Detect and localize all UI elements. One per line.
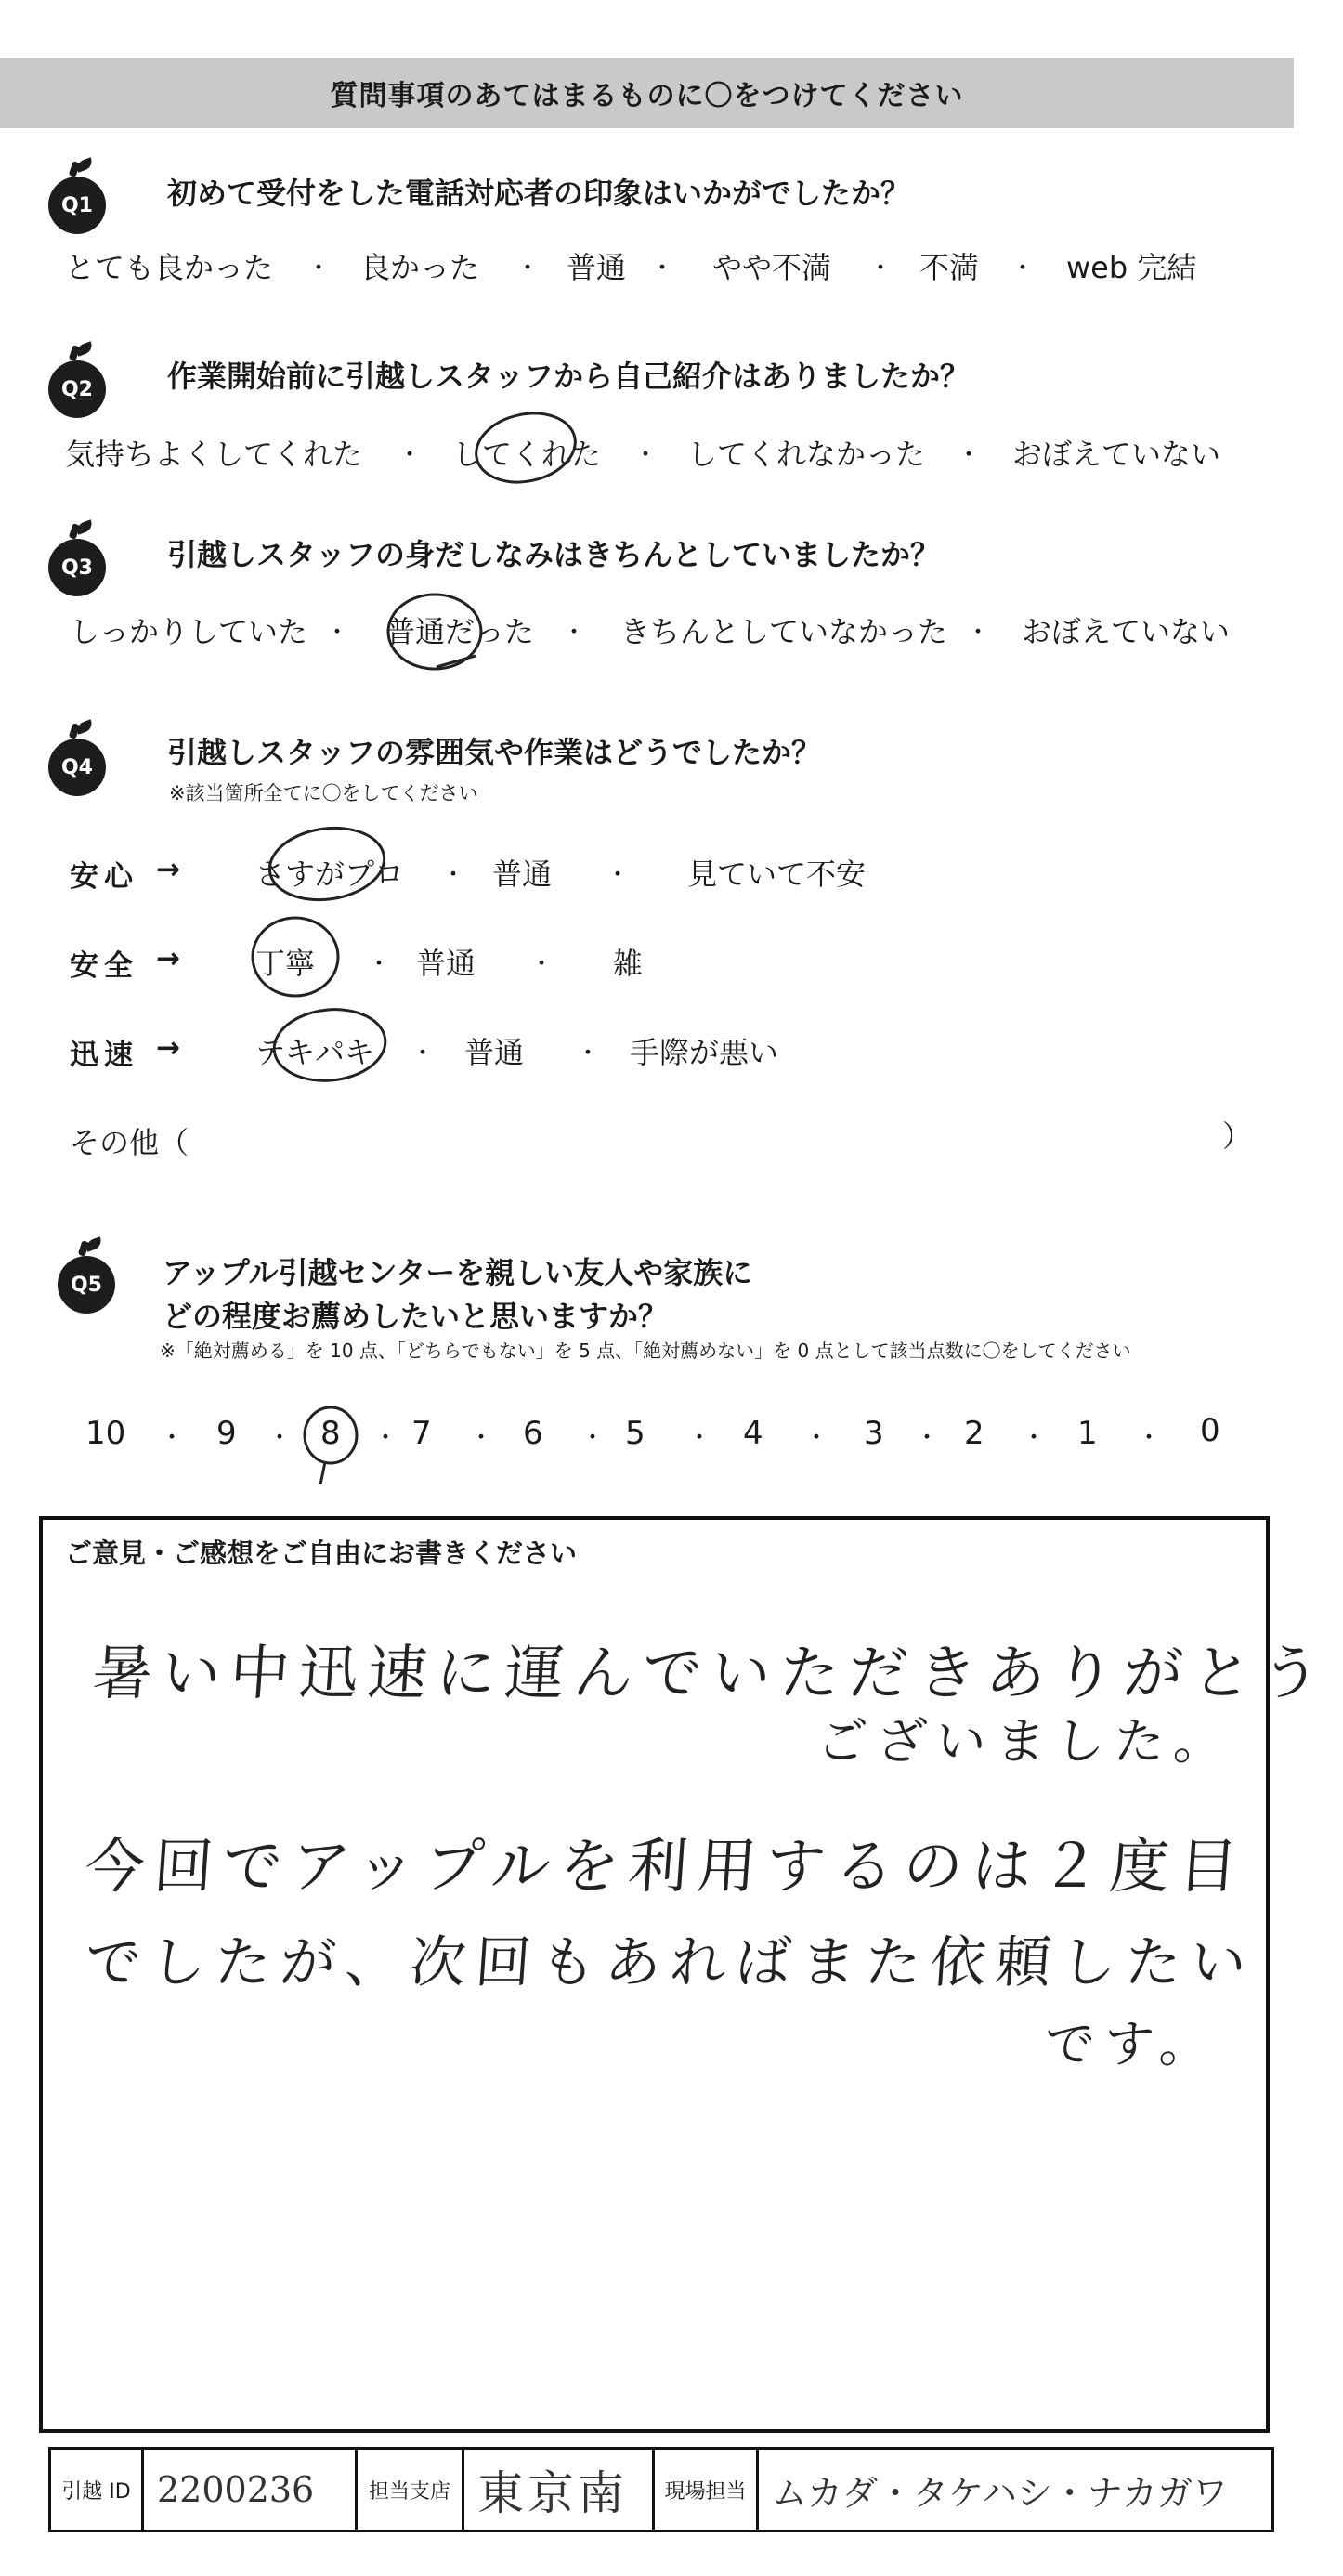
q4-question: 引越しスタッフの雰囲気や作業はどうでしたか？ [167,735,822,770]
separator: ・ [633,441,658,469]
comment-line-4: でしたが、次回もあればまた依頼したい [83,1930,1258,1995]
branch-value: 東京南 [477,2466,628,2520]
q4-jinsoku-option-1[interactable]: テキパキ [255,1035,375,1070]
separator: ・ [441,861,466,889]
separator: ・ [306,255,332,282]
separator: ・ [915,1424,940,1452]
header-band [0,58,1294,128]
comment-line-5: です。 [1042,2015,1221,2073]
q5-score-0[interactable]: 0 [1200,1412,1220,1449]
q2-badge: Q2 [48,360,106,418]
separator: ・ [562,619,587,647]
comment-line-2: ございました。 [815,1712,1235,1771]
q5-question-line2: どの程度お薦めしたいと思いますか？ [163,1299,669,1334]
separator: ・ [267,1424,293,1452]
branch-label: 担当支店 [358,2450,464,2530]
separator: ・ [1022,1424,1047,1452]
q1-option-4[interactable]: やや不満 [712,250,832,285]
separator: ・ [650,255,675,282]
q4-badge: Q4 [48,739,106,796]
separator: ・ [367,950,392,978]
q2-option-2[interactable]: してくれた [452,437,602,472]
id-label: 引越 ID [51,2450,144,2530]
id-value-cell[interactable] [144,2450,358,2530]
q5-score-1[interactable]: 1 [1077,1415,1098,1452]
q5-score-6[interactable]: 6 [523,1415,543,1452]
staff-label: 現場担当 [655,2450,759,2530]
q3-option-1[interactable]: しっかりしていた [70,614,308,649]
q5-score-8[interactable]: 8 [320,1415,341,1452]
q4-row-label-anshin: 安心 [70,860,138,894]
q4-anzen-option-1[interactable]: 丁寧 [255,946,316,981]
separator: ・ [576,1040,601,1067]
q2-option-3[interactable]: してくれなかった [687,437,926,472]
q5-score-7[interactable]: 7 [411,1415,432,1452]
q2-option-4[interactable]: おぼえていない [1012,437,1221,472]
arrow-icon: → [156,1031,186,1065]
q4-row-label-jinsoku: 迅速 [70,1039,138,1072]
footer-table [48,2447,1274,2532]
q5-score-10[interactable]: 10 [85,1415,126,1452]
q4-anshin-option-1[interactable]: さすがプロ [255,856,405,892]
q2-question: 作業開始前に引越しスタッフから自己紹介はありましたか？ [167,359,971,394]
q1-badge: Q1 [48,177,106,234]
q5-score-3[interactable]: 3 [864,1415,884,1452]
q4-note: ※該当箇所全てに〇をしてください [169,782,478,804]
q3-selection-tail [437,656,476,667]
comment-line-3: 今回でアップルを利用するのは２度目 [82,1833,1250,1902]
q5-note: ※「絶対薦める」を 10 点、「どちらでもない」を 5 点、「絶対薦めない」を 0 点として該当点数に〇をしてください [160,1340,1131,1362]
q1-option-5[interactable]: 不満 [919,250,980,285]
separator: ・ [804,1424,829,1452]
q5-selection-tail [320,1462,325,1484]
q3-option-3[interactable]: きちんとしていなかった [620,614,948,649]
q2-option-1[interactable]: 気持ちよくしてくれた [65,437,363,472]
q4-anzen-option-3[interactable]: 雑 [613,946,644,981]
q4-other-label: その他（ [70,1125,189,1160]
q3-option-2[interactable]: 普通だった [385,614,535,649]
q4-jinsoku-option-2[interactable]: 普通 [464,1035,525,1070]
q4-jinsoku-option-3[interactable]: 手際が悪い [630,1035,779,1070]
separator: ・ [515,255,541,282]
separator: ・ [373,1424,398,1452]
separator: ・ [580,1424,606,1452]
q1-option-2[interactable]: 良かった [360,250,480,285]
q5-score-5[interactable]: 5 [625,1415,645,1452]
separator: ・ [411,1040,436,1067]
q3-option-4[interactable]: おぼえていない [1022,614,1231,649]
separator: ・ [469,1424,494,1452]
q5-badge: Q5 [58,1256,115,1314]
separator: ・ [1011,255,1036,282]
staff-value-cell[interactable] [759,2450,1271,2530]
staff-value: ムカダ・タケハシ・ナカガワ [772,2472,1228,2514]
separator: ・ [957,441,982,469]
header-title: 質問事項のあてはまるものに〇をつけてください [330,80,964,112]
q4-anzen-option-2[interactable]: 普通 [416,946,476,981]
separator: ・ [868,255,893,282]
q1-option-6[interactable]: web 完結 [1066,250,1197,285]
q5-score-2[interactable]: 2 [964,1415,984,1452]
comment-line-1: 暑い中迅速に運んでいただきありがとう [89,1640,1333,1708]
q3-question: 引越しスタッフの身だしなみはきちんとしていましたか？ [167,537,941,572]
separator: ・ [529,950,554,978]
q1-question: 初めて受付をした電話対応者の印象はいかがでしたか？ [167,176,911,211]
arrow-icon: → [156,942,186,975]
q5-score-4[interactable]: 4 [743,1415,763,1452]
q4-anshin-option-3[interactable]: 見ていて不安 [687,856,867,892]
q4-row-label-anzen: 安全 [70,949,138,983]
separator: ・ [1137,1424,1162,1452]
separator: ・ [398,441,423,469]
separator: ・ [966,619,991,647]
separator: ・ [687,1424,712,1452]
q5-question-line1: アップル引越センターを親しい友人や家族に [163,1255,753,1290]
separator: ・ [606,861,631,889]
q1-option-3[interactable]: 普通 [567,250,627,285]
q1-option-1[interactable]: とても良かった [65,250,274,285]
separator: ・ [325,619,350,647]
branch-value-cell[interactable] [464,2450,655,2530]
comment-title: ご意見・ご感想をご自由にお書きください [65,1537,578,1569]
separator: ・ [160,1424,185,1452]
id-value: 2200236 [157,2469,315,2510]
q4-other-close: ） [1222,1118,1253,1154]
q5-score-9[interactable]: 9 [216,1415,237,1452]
q3-badge: Q3 [48,539,106,596]
q4-anshin-option-2[interactable]: 普通 [492,856,553,892]
arrow-icon: → [156,853,186,886]
